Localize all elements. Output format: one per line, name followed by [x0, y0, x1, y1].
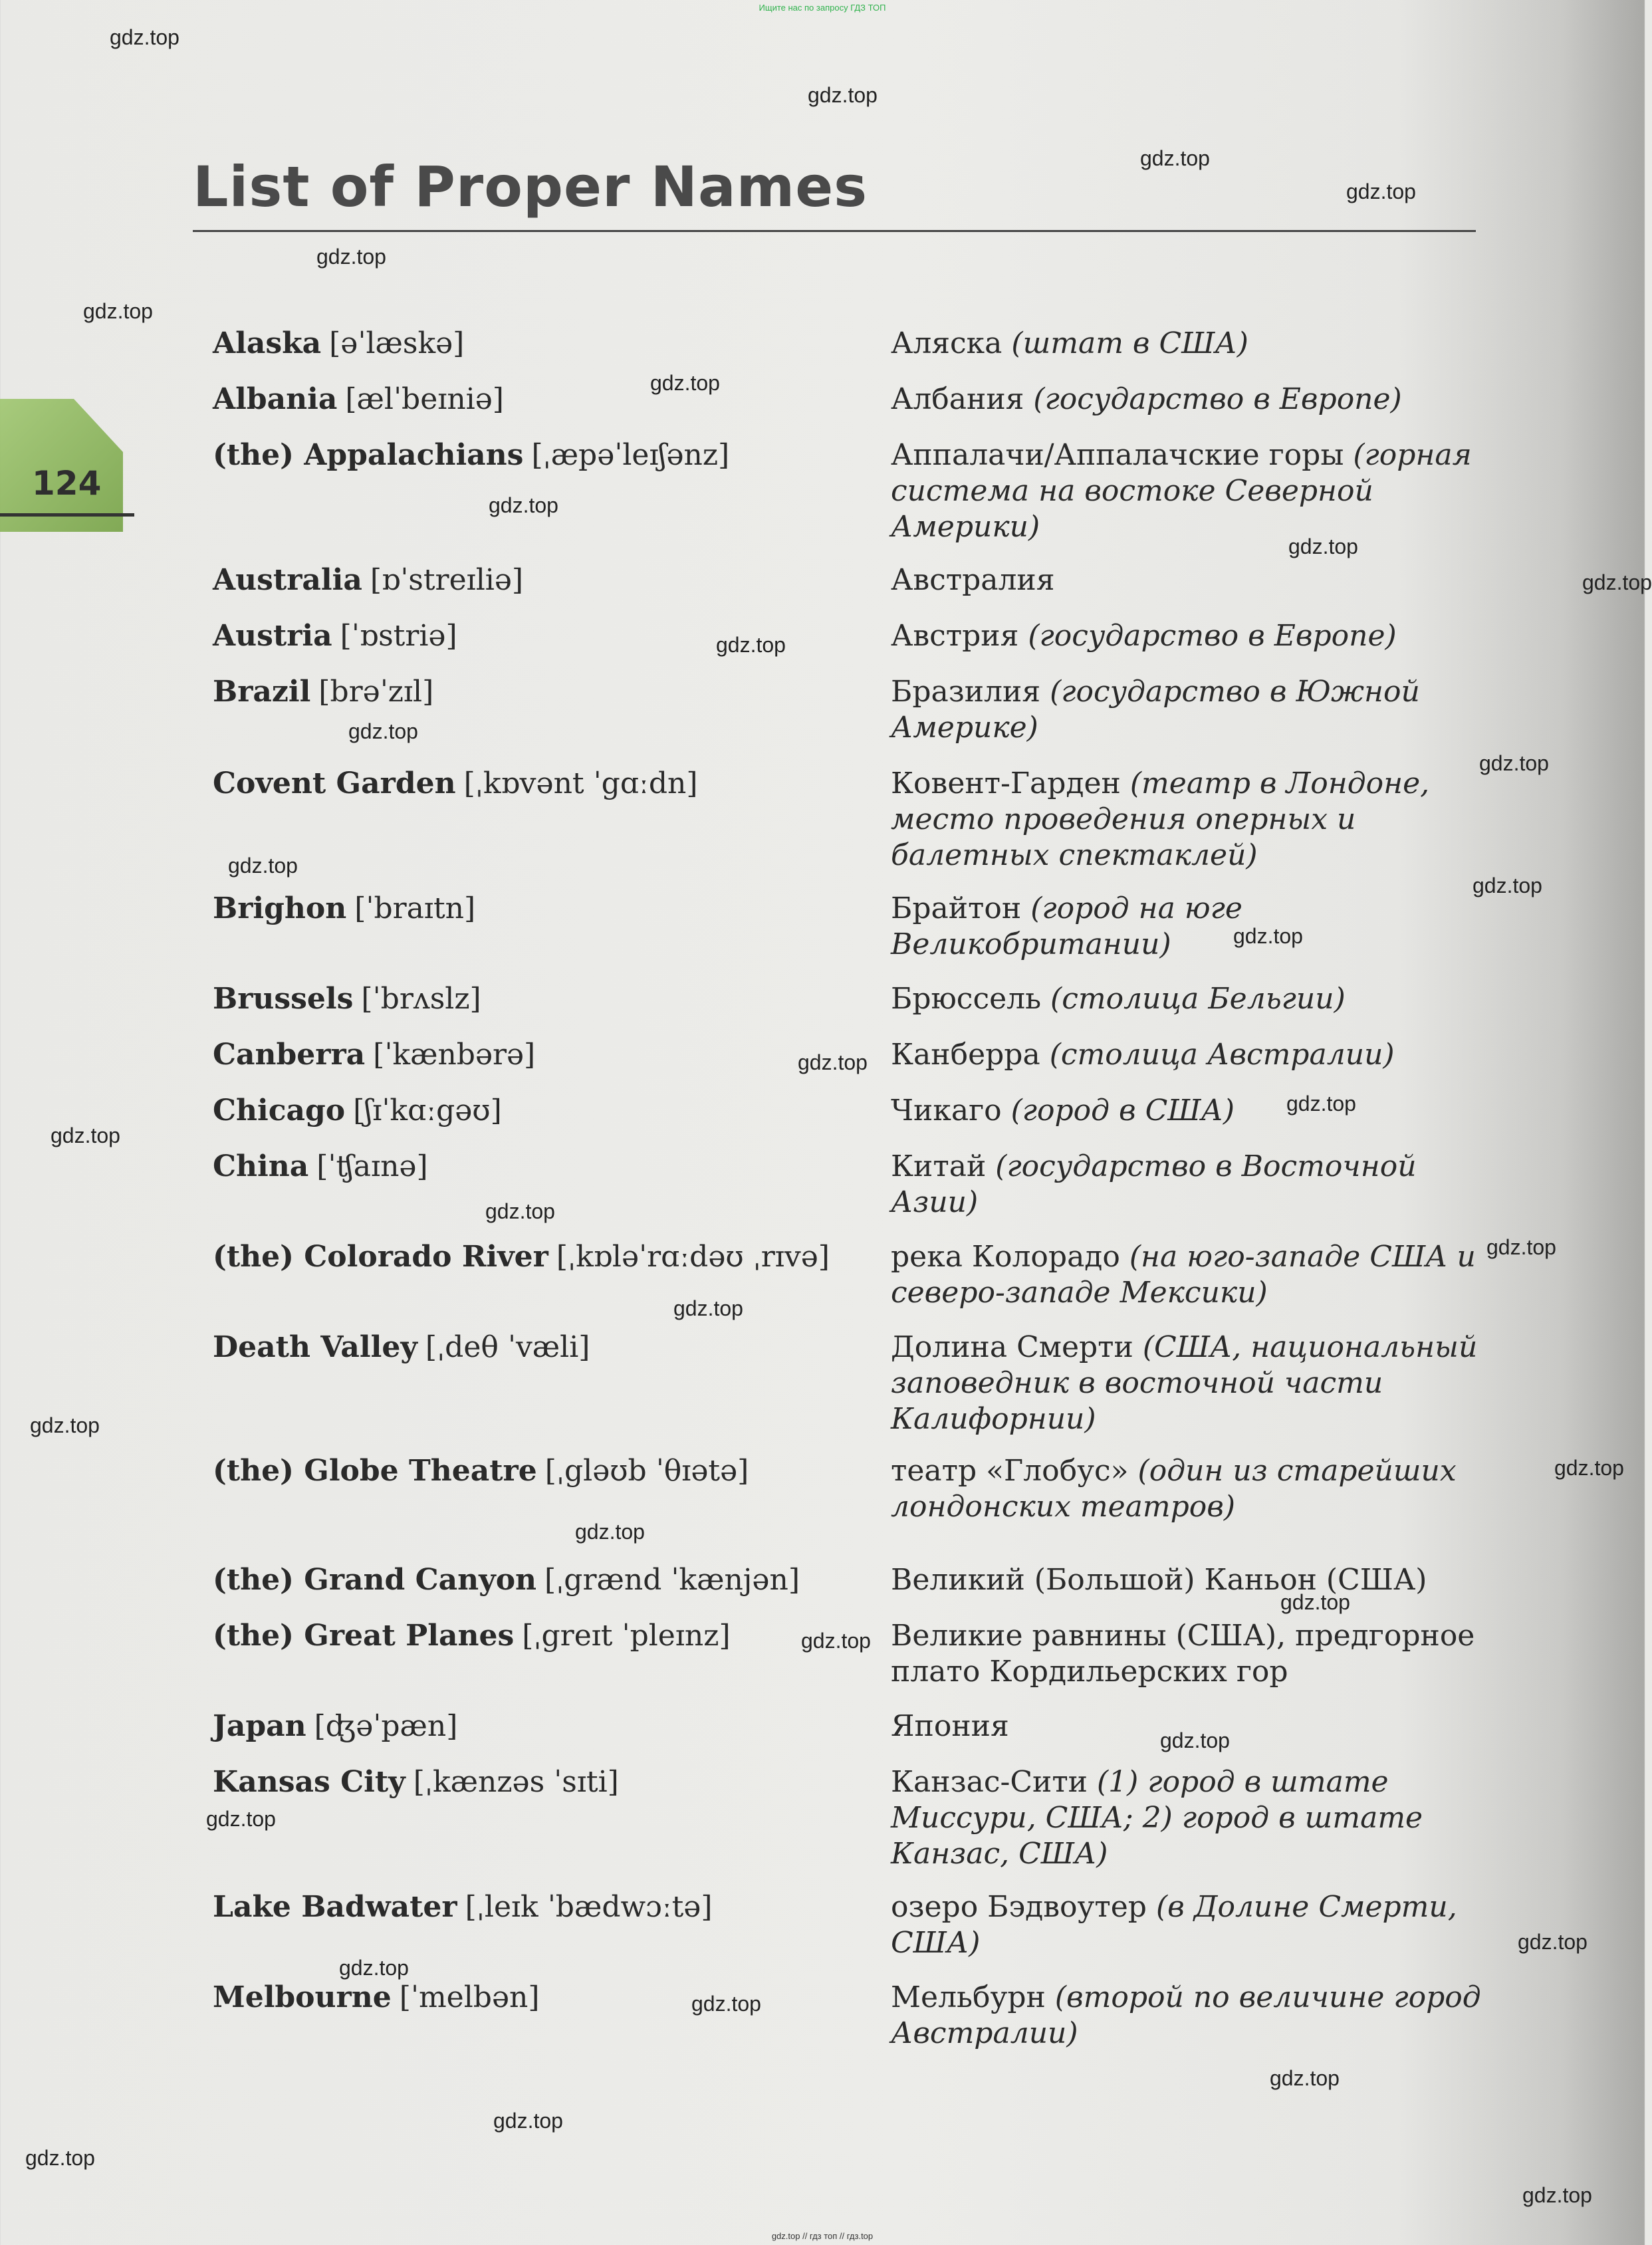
- entry-translation: [891, 618, 1489, 654]
- watermark-text: gdz.top: [1288, 534, 1358, 558]
- entry-translation: [891, 1330, 1489, 1437]
- entry-russian: Ковент-Гарден: [891, 767, 1121, 800]
- watermark-text: gdz.top: [1140, 146, 1210, 170]
- entry-russian: Аляска: [891, 326, 1003, 360]
- entry-english: Kansas City: [213, 1765, 406, 1799]
- entry-note: (государство в Южной Америке): [891, 675, 1420, 745]
- watermark-text: gdz.top: [716, 633, 786, 657]
- watermark-text: gdz.top: [1554, 1456, 1624, 1480]
- watermark-text: gdz.top: [485, 1199, 555, 1223]
- watermark-text: gdz.top: [493, 2109, 563, 2133]
- entry-note: (в Долине Смерти, США): [891, 1890, 1457, 1960]
- entry-name: [213, 1709, 878, 1744]
- entry-transcription: [brəˈzɪl]: [318, 675, 434, 709]
- entry-english: Japan: [213, 1709, 306, 1743]
- entry-english: Austria: [213, 619, 332, 653]
- entry-note: (город в США): [1010, 1094, 1235, 1127]
- entry-transcription: [ˈbraɪtn]: [354, 891, 476, 925]
- entry-note: (город на юге Великобритании): [891, 891, 1242, 961]
- entry-transcription: [ˌgreɪt ˈpleɪnz]: [522, 1619, 731, 1653]
- entry-russian: театр «Глобус»: [891, 1454, 1129, 1488]
- entry-transcription: [ˌkænzəs ˈsɪti]: [413, 1765, 619, 1799]
- entry-name: [213, 326, 878, 362]
- watermark-text: gdz.top: [30, 1413, 100, 1437]
- watermark-text: gdz.top: [339, 1956, 409, 1980]
- watermark-text: gdz.top: [1479, 751, 1549, 775]
- watermark-text: gdz.top: [206, 1807, 276, 1831]
- entry-note: (один из старейших лондонских театров): [891, 1454, 1457, 1524]
- watermark-text: gdz.top: [673, 1296, 743, 1320]
- entry-english: Brazil: [213, 675, 311, 709]
- entry-transcription: [ælˈbeɪniə]: [345, 382, 504, 416]
- entry-english: Alaska: [213, 326, 322, 360]
- entry-translation: [891, 1093, 1489, 1129]
- watermark-text: gdz.top: [691, 1992, 761, 2016]
- watermark-text: gdz.top: [228, 854, 298, 878]
- entry-note: (штат в США): [1011, 326, 1248, 360]
- watermark-text: gdz.top: [1286, 1092, 1356, 1116]
- entry-note: (1) город в штате Миссури, США; 2) город в штате Канзас, США): [891, 1765, 1423, 1871]
- entry-name: [213, 1889, 878, 1925]
- entry-name: [213, 1093, 878, 1129]
- entry-transcription: [ˈbrʌslz]: [361, 982, 481, 1016]
- entry-russian: Канзас-Сити: [891, 1765, 1088, 1799]
- entry-translation: [891, 1239, 1489, 1311]
- watermark-text: gdz.top: [1270, 2066, 1340, 2090]
- entry-transcription: [ʤəˈpæn]: [314, 1709, 458, 1743]
- entry-english: China: [213, 1149, 309, 1183]
- entry-english: Albania: [213, 382, 338, 416]
- entry-english: Chicago: [213, 1094, 346, 1127]
- watermark-text: gdz.top: [348, 719, 418, 743]
- entry-russian: Австралия: [891, 563, 1055, 597]
- bottom-banner: gdz.top // гдз топ // гдз.top: [771, 2231, 874, 2241]
- watermark-text: gdz.top: [1346, 179, 1416, 203]
- entry-russian: Австрия: [891, 619, 1019, 653]
- watermark-text: gdz.top: [798, 1050, 868, 1074]
- entry-translation: [891, 1618, 1489, 1690]
- entry-translation: [891, 674, 1489, 746]
- entry-note: (государство в Европе): [1033, 382, 1402, 416]
- entry-note: (второй по величине город Австралии): [891, 1980, 1481, 2050]
- entry-english: (the) Great Planes: [213, 1619, 515, 1653]
- watermark-text: gdz.top: [1522, 2183, 1592, 2207]
- entry-english: Brighon: [213, 891, 347, 925]
- watermark-text: gdz.top: [1233, 924, 1303, 948]
- entry-transcription: [ˈɒstriə]: [340, 619, 457, 653]
- entry-transcription: [ˈkænbərə]: [373, 1038, 536, 1072]
- entry-name: [213, 1149, 878, 1185]
- entry-russian: Брюссель: [891, 982, 1042, 1016]
- watermark-text: gdz.top: [1473, 874, 1542, 897]
- watermark-text: gdz.top: [650, 371, 720, 395]
- entry-transcription: [ˌgləʊb ˈθɪətə]: [544, 1454, 749, 1488]
- entry-translation: [891, 1562, 1489, 1598]
- entry-transcription: [ʃɪˈkɑːgəʊ]: [353, 1094, 502, 1127]
- entry-note: (столица Бельгии): [1050, 982, 1346, 1016]
- entry-russian: Мельбурн: [891, 1980, 1046, 2014]
- entry-transcription: [əˈlæskə]: [329, 326, 465, 360]
- entry-russian: Япония: [891, 1709, 1009, 1743]
- entry-russian: река Колорадо: [891, 1240, 1120, 1274]
- entry-translation: [891, 1889, 1489, 1961]
- entry-russian: Албания: [891, 382, 1024, 416]
- entry-transcription: [ˌgrænd ˈkænjən]: [544, 1563, 800, 1597]
- watermark-text: gdz.top: [801, 1629, 871, 1653]
- entry-name: [213, 674, 878, 710]
- watermark-text: gdz.top: [575, 1520, 645, 1544]
- entry-english: (the) Colorado River: [213, 1240, 548, 1274]
- entry-russian: озеро Бэдвоутер: [891, 1890, 1147, 1924]
- entry-translation: [891, 1764, 1489, 1872]
- entry-note: (государство в Европе): [1028, 619, 1397, 653]
- entry-name: [213, 562, 878, 598]
- watermark-text: gdz.top: [489, 493, 558, 517]
- entry-name: [213, 891, 878, 927]
- entry-note: (государство в Восточной Азии): [891, 1149, 1417, 1219]
- entry-name: [213, 766, 878, 802]
- watermark-text: gdz.top: [110, 25, 179, 49]
- entry-english: Death Valley: [213, 1330, 417, 1364]
- entry-name: [213, 437, 878, 473]
- entry-name: [213, 1330, 878, 1365]
- entry-russian: Аппалачи/Аппалачские горы: [891, 438, 1344, 472]
- page-number: 124: [32, 464, 102, 503]
- watermark-text: gdz.top: [1160, 1728, 1230, 1752]
- entry-note: (столица Австралии): [1049, 1038, 1395, 1072]
- entry-translation: [891, 1453, 1489, 1525]
- entry-name: [213, 1453, 878, 1489]
- entry-name: [213, 382, 878, 417]
- entry-name: [213, 1764, 878, 1800]
- entry-english: (the) Appalachians: [213, 438, 524, 472]
- entry-english: (the) Globe Theatre: [213, 1454, 537, 1488]
- watermark-text: gdz.top: [51, 1123, 120, 1147]
- entry-russian: Китай: [891, 1149, 987, 1183]
- entry-english: Melbourne: [213, 1980, 392, 2014]
- entry-english: Lake Badwater: [213, 1890, 457, 1924]
- page-number-rule: [0, 513, 134, 517]
- entry-russian: Канберра: [891, 1038, 1040, 1072]
- entry-russian: Великие равнины (США), предгорное плато Кордильерских гор: [891, 1619, 1475, 1689]
- entry-translation: [891, 1980, 1489, 2052]
- entry-transcription: [ˌdeθ ˈvæli]: [425, 1330, 590, 1364]
- entry-name: [213, 1037, 878, 1073]
- entry-translation: [891, 326, 1489, 362]
- watermark-text: gdz.top: [83, 299, 153, 323]
- entry-russian: Великий (Большой) Каньон (США): [891, 1563, 1427, 1597]
- watermark-text: gdz.top: [1518, 1930, 1588, 1954]
- entry-name: [213, 981, 878, 1017]
- entry-translation: [891, 562, 1489, 598]
- watermark-text: gdz.top: [808, 83, 878, 107]
- title-rule: [193, 230, 1476, 232]
- entry-translation: [891, 981, 1489, 1017]
- entry-note: (США, национальный заповедник в восточной части Калифорнии): [891, 1330, 1478, 1436]
- entry-translation: [891, 437, 1489, 545]
- page-title: List of Proper Names: [193, 154, 868, 219]
- entry-transcription: [ˈmelbən]: [399, 1980, 540, 2014]
- entry-name: [213, 1980, 878, 2016]
- top-banner: Ищите нас по запросу ГДЗ ТОП: [759, 3, 886, 13]
- watermark-text: gdz.top: [1280, 1590, 1350, 1614]
- entry-name: [213, 1618, 878, 1654]
- entry-english: Australia: [213, 563, 362, 597]
- entry-transcription: [ɒˈstreɪliə]: [370, 563, 524, 597]
- entry-english: (the) Grand Canyon: [213, 1563, 537, 1597]
- entry-russian: Чикаго: [891, 1094, 1002, 1127]
- entry-translation: [891, 891, 1489, 963]
- watermark-text: gdz.top: [25, 2146, 95, 2170]
- entry-transcription: [ˌkɒləˈrɑːdəʊ ˌrɪvə]: [556, 1240, 830, 1274]
- entry-name: [213, 1562, 878, 1598]
- entry-russian: Долина Смерти: [891, 1330, 1133, 1364]
- entry-translation: [891, 766, 1489, 874]
- entry-note: (театр в Лондоне, место проведения оперных и балетных спектаклей): [891, 767, 1430, 872]
- entry-transcription: [ˌkɒvənt ˈgɑːdn]: [463, 767, 698, 800]
- entry-transcription: [ˌleɪk ˈbædwɔːtə]: [465, 1890, 713, 1924]
- entry-name: [213, 1239, 878, 1275]
- entry-note: (горная система на востоке Северной Америки): [891, 438, 1472, 544]
- entry-russian: Бразилия: [891, 675, 1041, 709]
- entry-note: (на юго-западе США и северо-западе Мексики): [891, 1240, 1476, 1310]
- watermark-text: gdz.top: [316, 245, 386, 269]
- entry-english: Brussels: [213, 982, 354, 1016]
- entry-translation: [891, 1149, 1489, 1221]
- watermark-text: gdz.top: [1486, 1235, 1556, 1259]
- entry-translation: [891, 382, 1489, 417]
- entry-english: Covent Garden: [213, 767, 456, 800]
- entry-transcription: [ˈʧaɪnə]: [316, 1149, 428, 1183]
- entry-transcription: [ˌæpəˈleɪʃənz]: [531, 438, 730, 472]
- entry-translation: [891, 1037, 1489, 1073]
- entry-english: Canberra: [213, 1038, 366, 1072]
- watermark-text: gdz.top: [1582, 570, 1652, 594]
- entry-russian: Брайтон: [891, 891, 1022, 925]
